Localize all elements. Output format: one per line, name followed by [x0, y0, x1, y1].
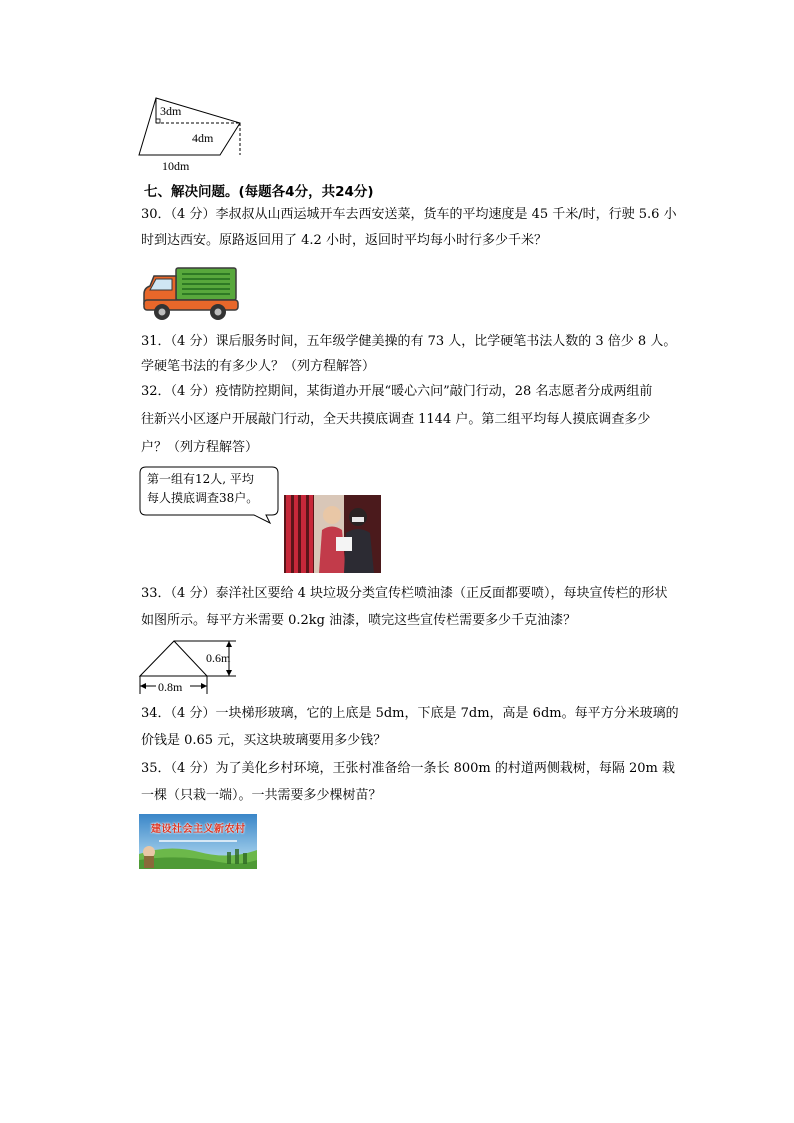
- q33-line2: 如图所示。每平方米需要 0.2kg 油漆，喷完这些宣传栏需要多少千克油漆？: [141, 613, 577, 628]
- figure-board: [134, 636, 244, 698]
- q30-line1: 30．（4 分）李叔叔从山西运城开车去西安送菜，货车的平均速度是 45 千米/时，行驶 5.6 小: [141, 207, 677, 222]
- q34-line1: 34．（4 分）一块梯形玻璃，它的上底是 5dm，下底是 7dm，高是 6dm。每平方分米玻璃的: [141, 706, 679, 721]
- new-village-banner: [139, 814, 257, 869]
- figure-trapezoid: [130, 90, 260, 175]
- label-0-8m: 0.8m: [158, 680, 183, 694]
- q34-line2: 价钱是 0.65 元，买这块玻璃要用多少钱？: [141, 733, 387, 748]
- q32-line3: 户？（列方程解答）: [141, 440, 259, 455]
- bubble-line2: 每人摸底调查38户。: [147, 491, 259, 505]
- bubble-line1: 第一组有12人, 平均: [147, 472, 254, 486]
- q31-line2: 学硬笔书法的有多少人？（列方程解答）: [141, 359, 376, 374]
- q33-line1: 33．（4 分）泰洋社区要给 4 块垃圾分类宣传栏喷油漆（正反面都要喷），每块宣传栏的形状: [141, 586, 668, 601]
- q31-line1: 31．（4 分）课后服务时间，五年级学健美操的有 73 人，比学硬笔书法人数的 3 倍少 8 人。: [141, 334, 677, 349]
- label-10dm: 10dm: [162, 159, 190, 173]
- banner-title: 建设社会主义新农村: [151, 824, 246, 835]
- q30-line2: 时到达西安。原路返回用了 4.2 小时，返回时平均每小时行多少千米？: [141, 233, 547, 248]
- section-title: 七、解决问题。(每题各4分，共24分): [144, 184, 374, 200]
- q35-line1: 35．（4 分）为了美化乡村环境，王张村准备给一条长 800m 的村道两侧栽树，每隔 20m 栽: [141, 761, 675, 776]
- volunteer-photo: [284, 495, 381, 573]
- label-0-6m: 0.6m: [206, 651, 231, 665]
- q32-line1: 32．（4 分）疫情防控期间，某街道办开展“暖心六问”敲门行动，28 名志愿者分成两组前: [141, 384, 653, 399]
- label-4dm: 4dm: [192, 131, 214, 145]
- label-3dm: 3dm: [160, 104, 182, 118]
- q35-line2: 一棵（只栽一端）。一共需要多少棵树苗？: [141, 788, 382, 803]
- truck-illustration: [140, 264, 240, 324]
- q32-line2: 往新兴小区逐户开展敲门行动，全天共摸底调查 1144 户。第二组平均每人摸底调查多少: [141, 412, 651, 427]
